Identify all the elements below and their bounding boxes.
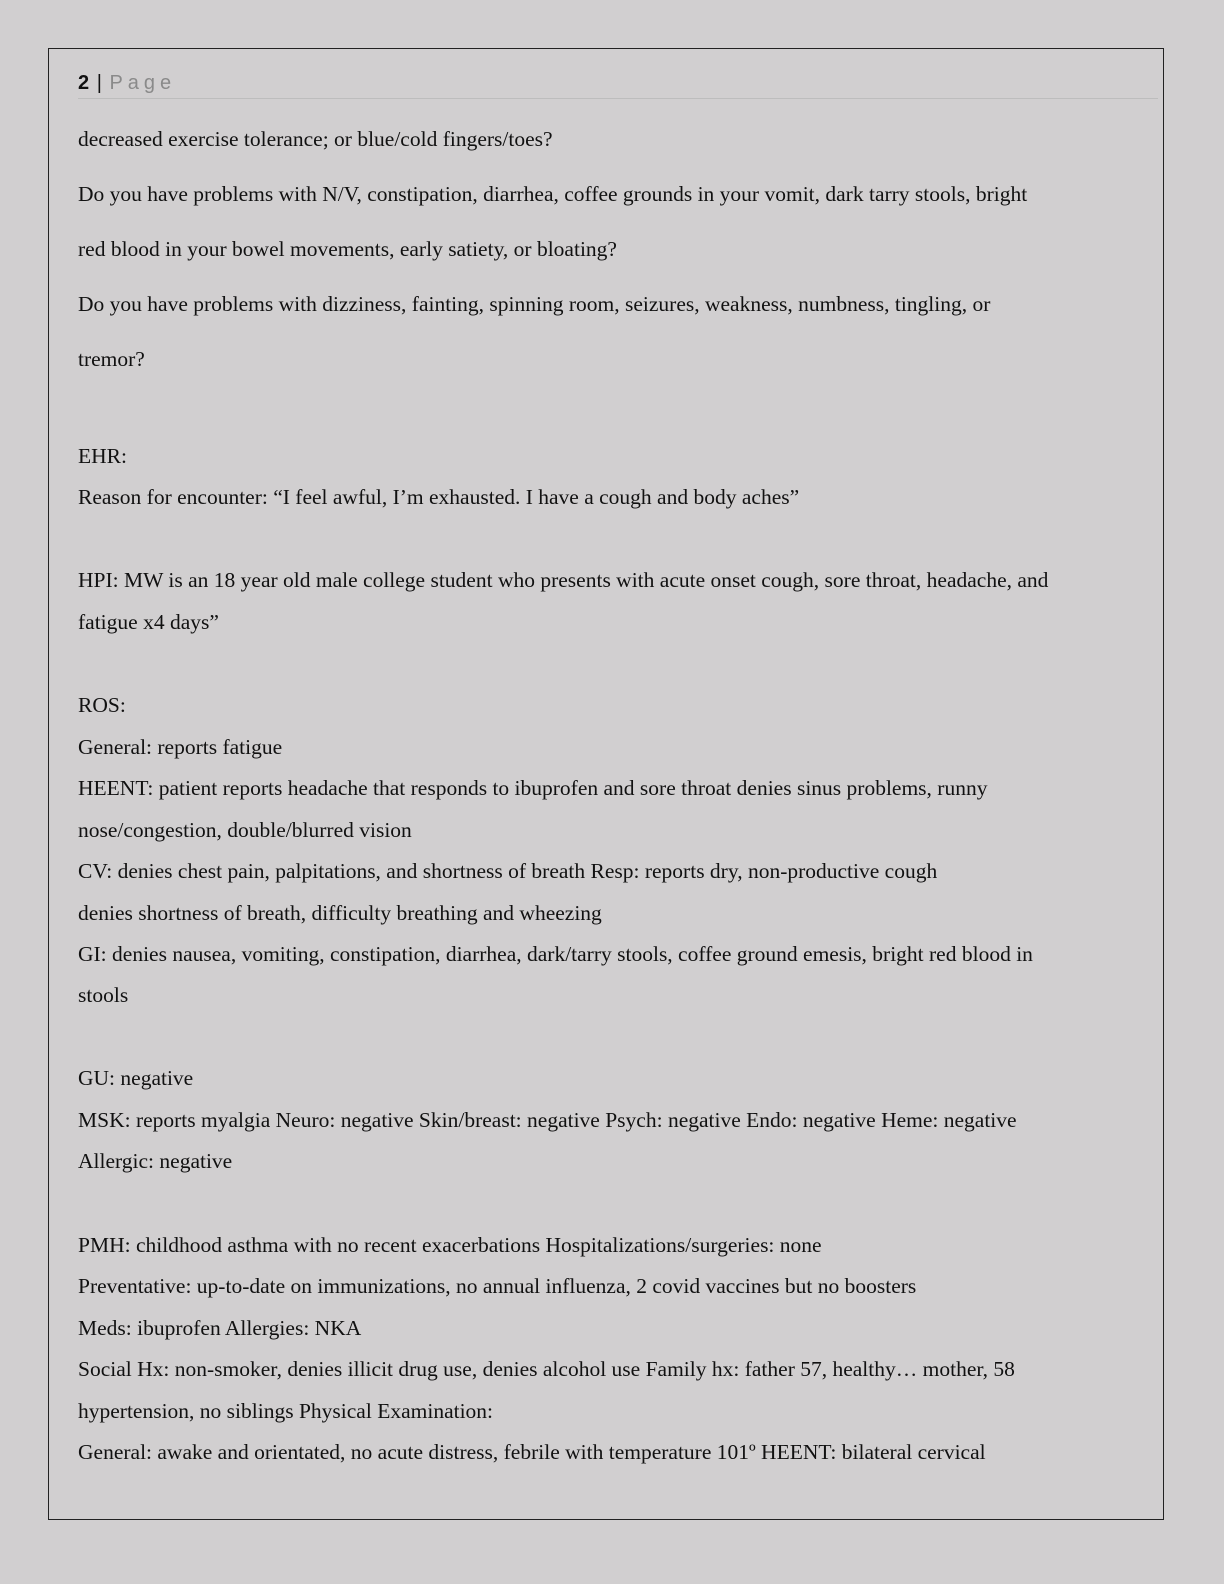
page-number: 2 xyxy=(78,72,90,94)
page-header xyxy=(78,68,1158,99)
body-line: HEENT: patient reports headache that responds to ibuprofen and sore throat denies sinus problems, runny xyxy=(78,776,988,800)
body-line: hypertension, no siblings Physical Examination: xyxy=(78,1399,494,1423)
body-line: Allergic: negative xyxy=(78,1149,233,1173)
body-line: decreased exercise tolerance; or blue/cold fingers/toes? xyxy=(78,127,553,151)
body-line: General: awake and orientated, no acute distress, febrile with temperature 101º HEENT: bilateral cervical xyxy=(78,1440,986,1464)
body-line: stools xyxy=(78,983,129,1007)
body-line: denies shortness of breath, difficulty breathing and wheezing xyxy=(78,901,602,925)
body-line: tremor? xyxy=(78,347,145,371)
body-line: nose/congestion, double/blurred vision xyxy=(78,818,412,842)
body-line: General: reports fatigue xyxy=(78,735,283,759)
body-line: Social Hx: non-smoker, denies illicit drug use, denies alcohol use Family hx: father 57, healthy… mother, 58 xyxy=(78,1357,1015,1381)
body-line: Meds: ibuprofen Allergies: NKA xyxy=(78,1316,362,1340)
body-line: Do you have problems with N/V, constipation, diarrhea, coffee grounds in your vomit, dark tarry stools, bright xyxy=(78,182,1028,206)
body-line: PMH: childhood asthma with no recent exacerbations Hospitalizations/surgeries: none xyxy=(78,1233,822,1257)
body-line: MSK: reports myalgia Neuro: negative Skin/breast: negative Psych: negative Endo: negative Heme: negative xyxy=(78,1108,1017,1132)
body-line: red blood in your bowel movements, early satiety, or bloating? xyxy=(78,237,617,261)
body-line: HPI: MW is an 18 year old male college student who presents with acute onset cough, sore throat, headache, and xyxy=(78,568,1049,592)
body-line: fatigue x4 days” xyxy=(78,610,219,634)
body-line: Preventative: up-to-date on immunizations, no annual influenza, 2 covid vaccines but no boosters xyxy=(78,1274,917,1298)
body-line: Reason for encounter: “I feel awful, I’m exhausted. I have a cough and body aches” xyxy=(78,485,800,509)
section-heading-ros: ROS: xyxy=(78,693,126,717)
header-separator: | xyxy=(96,72,102,94)
page-label: Page xyxy=(109,72,177,94)
body-line: GI: denies nausea, vomiting, constipation, diarrhea, dark/tarry stools, coffee ground emesis, bright red blood in xyxy=(78,942,1033,966)
body-line: GU: negative xyxy=(78,1066,194,1090)
section-heading-ehr: EHR: xyxy=(78,444,127,468)
body-line: Do you have problems with dizziness, fainting, spinning room, seizures, weakness, numbness, tingling, or xyxy=(78,292,991,316)
body-line: CV: denies chest pain, palpitations, and shortness of breath Resp: reports dry, non-productive cough xyxy=(78,859,938,883)
